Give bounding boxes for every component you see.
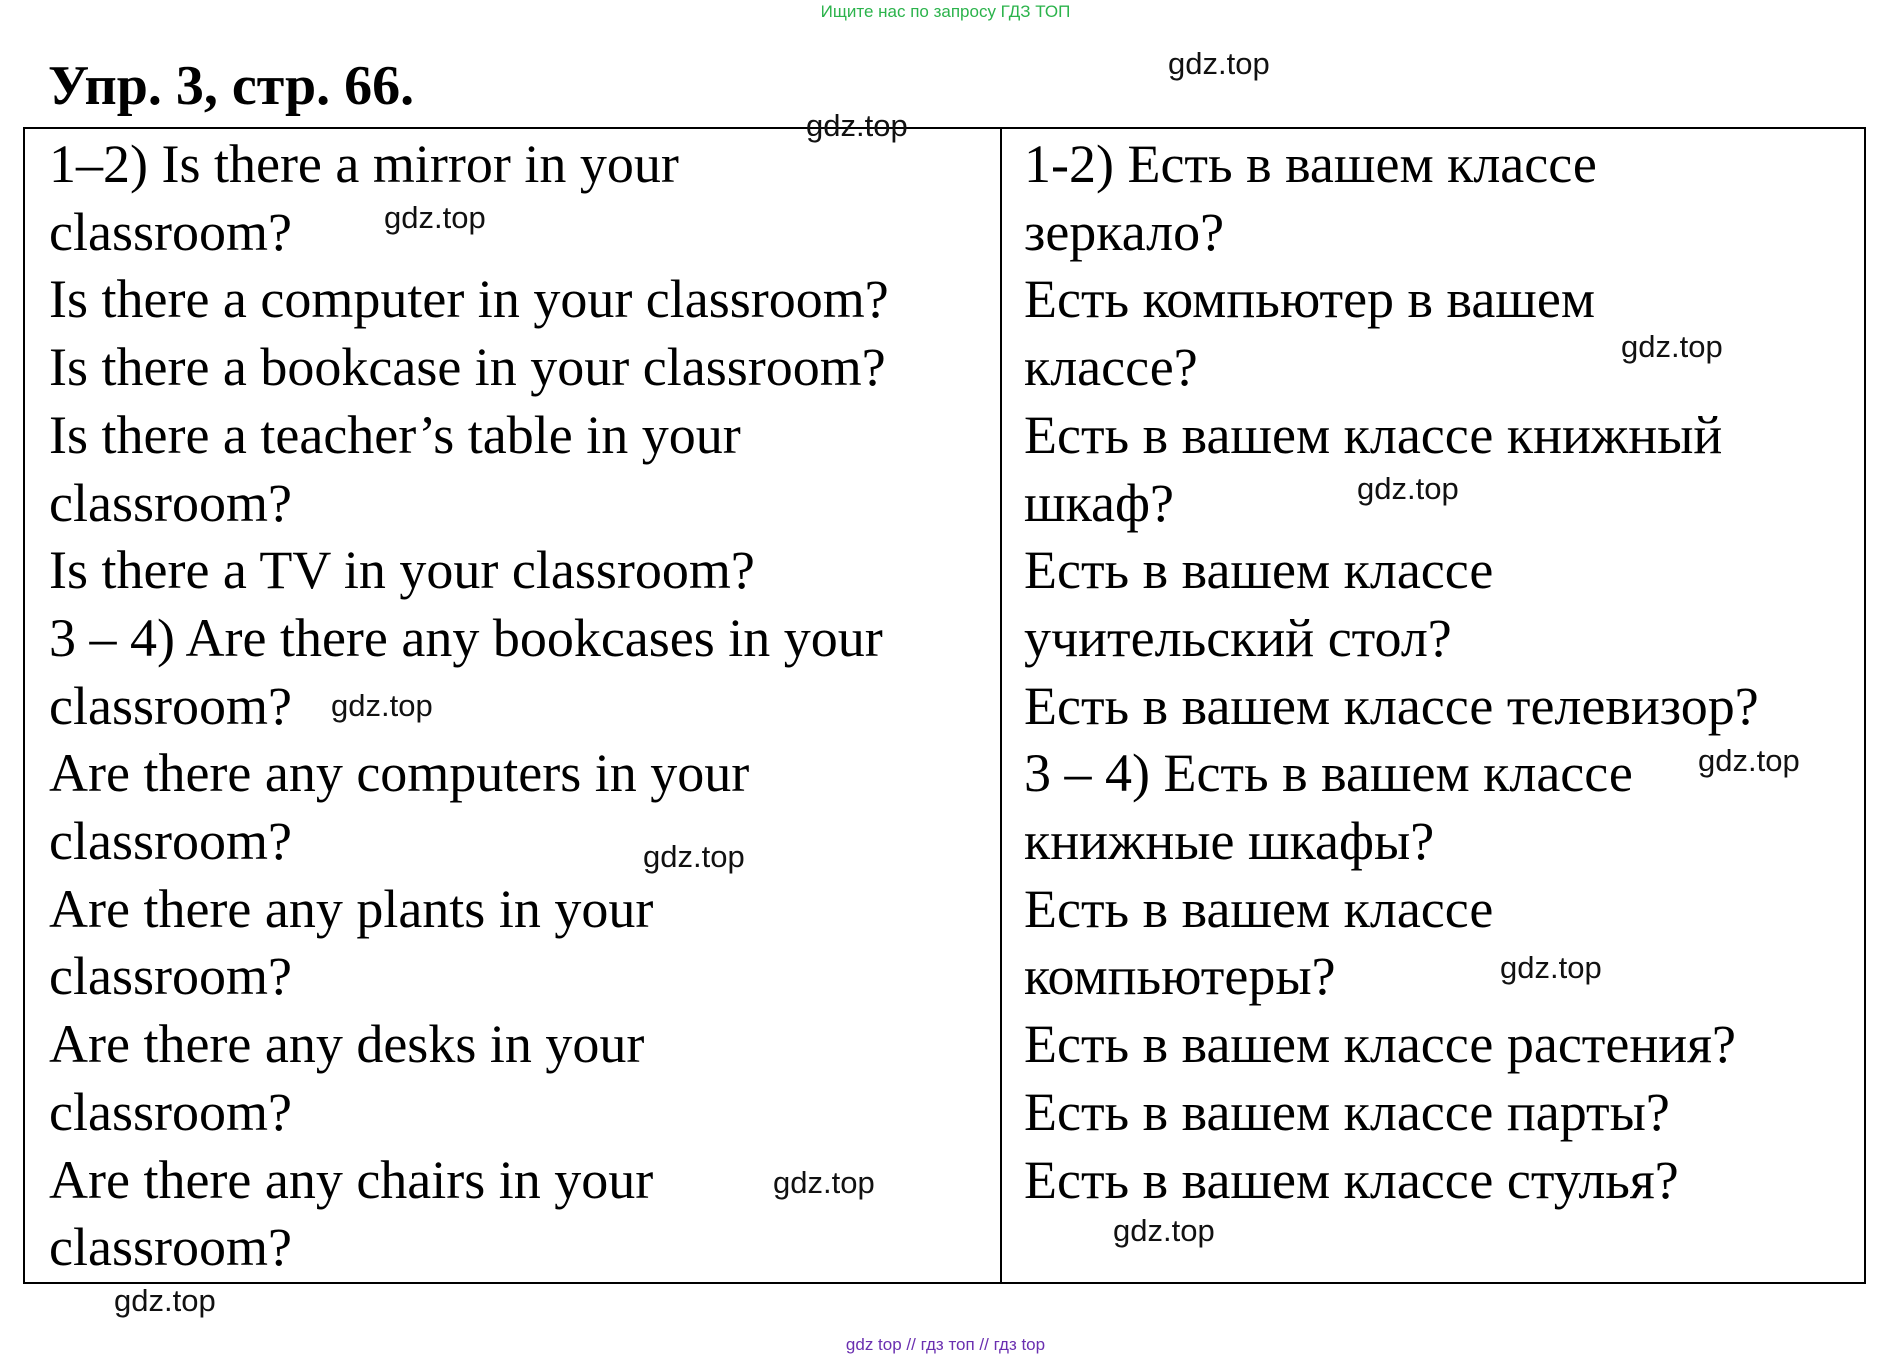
watermark: gdz.top xyxy=(1500,950,1602,985)
english-line: classroom? xyxy=(49,1081,292,1142)
watermark: gdz.top xyxy=(331,688,433,723)
russian-line: Есть в вашем классе стулья? xyxy=(1024,1149,1679,1210)
russian-column xyxy=(1002,129,1864,1282)
russian-line: Есть компьютер в вашем xyxy=(1024,269,1596,330)
english-line: Is there a computer in your classroom? xyxy=(49,269,889,330)
watermark: gdz.top xyxy=(1113,1213,1215,1248)
russian-line: Есть в вашем классе парты? xyxy=(1024,1081,1670,1142)
page-title: Упр. 3, стр. 66. xyxy=(48,55,415,117)
russian-line: классе? xyxy=(1024,337,1198,398)
english-line: classroom? xyxy=(49,675,292,736)
watermark: gdz.top xyxy=(384,200,486,235)
russian-line: 1-2) Есть в вашем классе xyxy=(1024,134,1597,194)
english-line: classroom? xyxy=(49,811,292,872)
english-column xyxy=(25,129,1002,1282)
watermark: gdz.top xyxy=(1357,471,1459,506)
russian-line: шкаф? xyxy=(1024,472,1174,533)
english-line: Is there a teacher’s table in your xyxy=(49,404,741,465)
russian-line: Есть в вашем классе книжный xyxy=(1024,404,1723,465)
russian-line: 3 – 4) Есть в вашем классе xyxy=(1024,743,1633,804)
english-line: classroom? xyxy=(49,201,292,262)
english-line: classroom? xyxy=(49,472,292,533)
watermark: gdz.top xyxy=(1621,329,1723,364)
english-line: Is there a bookcase in your classroom? xyxy=(49,337,886,398)
watermark: gdz.top xyxy=(114,1283,216,1318)
english-line: Are there any computers in your xyxy=(49,743,750,804)
russian-line: Есть в вашем классе растения? xyxy=(1024,1014,1736,1075)
english-line: classroom? xyxy=(49,946,292,1007)
top-banner: Ищите нас по запросу ГДЗ ТОП xyxy=(820,2,1071,21)
watermark: gdz.top xyxy=(643,839,745,874)
english-line: Are there any chairs in your xyxy=(49,1149,654,1210)
russian-line: Есть в вашем классе xyxy=(1024,878,1494,939)
watermark: gdz.top xyxy=(1168,46,1270,81)
russian-line: книжные шкафы? xyxy=(1024,811,1435,872)
english-line: 1–2) Is there a mirror in your xyxy=(49,134,679,194)
watermark: gdz.top xyxy=(806,108,908,143)
footer-links: gdz top // гдз топ // гдз top xyxy=(845,1335,1046,1354)
english-line: 3 – 4) Are there any bookcases in your xyxy=(49,607,883,668)
russian-line: учительский стол? xyxy=(1024,607,1452,668)
english-line: classroom? xyxy=(49,1217,292,1278)
russian-line: компьютеры? xyxy=(1024,946,1336,1007)
russian-line: Есть в вашем классе телевизор? xyxy=(1024,675,1759,736)
watermark: gdz.top xyxy=(773,1165,875,1200)
english-line: Are there any desks in your xyxy=(49,1014,645,1075)
russian-line: Есть в вашем классе xyxy=(1024,540,1494,601)
english-line: Is there a TV in your classroom? xyxy=(49,540,755,601)
watermark: gdz.top xyxy=(1698,743,1800,778)
answer-table xyxy=(23,127,1866,1284)
english-line: Are there any plants in your xyxy=(49,878,654,939)
russian-line: зеркало? xyxy=(1024,201,1225,262)
